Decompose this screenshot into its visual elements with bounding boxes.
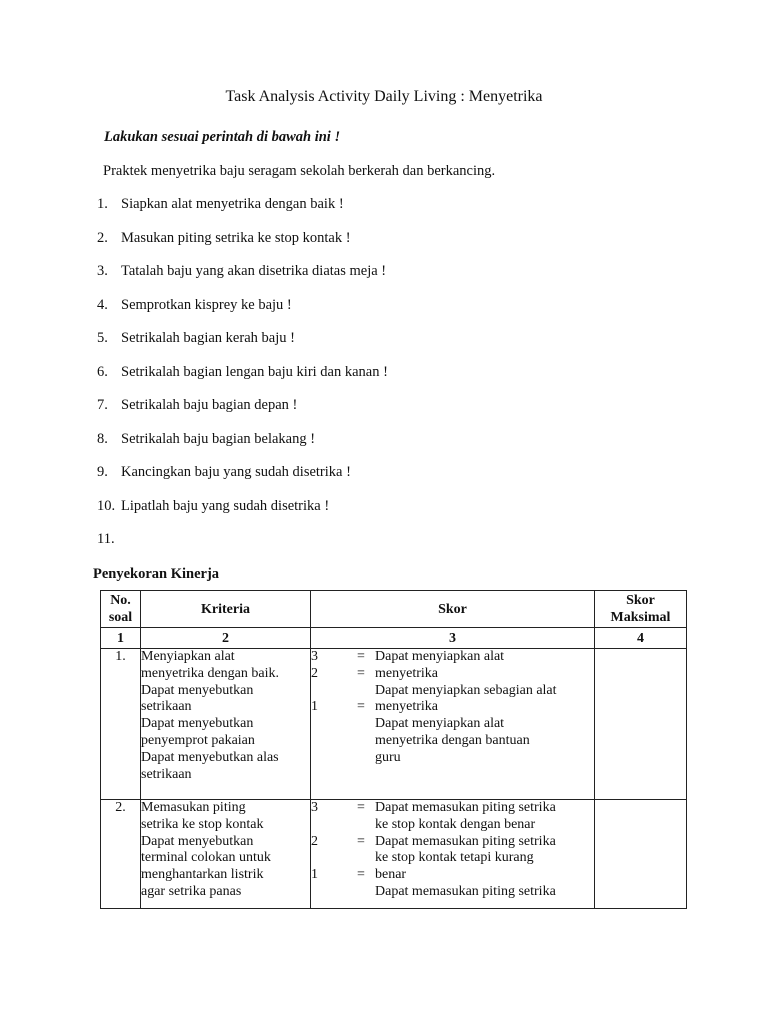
skor-text: ke stop kontak dengan benar (375, 816, 536, 832)
kriteria-line: setrikaan (141, 766, 192, 782)
index-cell: 1 (101, 628, 141, 649)
skor-line (311, 867, 594, 884)
instruction-text: Lakukan sesuai perintah di bawah ini ! (104, 129, 341, 145)
skor-value: 2 (311, 665, 318, 681)
step-item (97, 196, 388, 230)
kriteria-cell (141, 649, 311, 800)
skor-equals: = (357, 665, 365, 681)
skor-text: benar (375, 867, 407, 883)
skor-line (311, 884, 594, 901)
row-number: 1. (101, 649, 141, 800)
step-item (97, 330, 388, 364)
step-text: Siapkan alat menyetrika dengan baik ! (121, 196, 344, 212)
step-number: 5. (97, 330, 108, 346)
table-index-row (101, 628, 687, 649)
table-header-row (101, 591, 687, 628)
step-text: Setrikalah bagian lengan baju kiri dan kanan ! (121, 363, 388, 380)
skor-equals: = (357, 699, 365, 715)
skor-maksimal-cell (595, 800, 687, 909)
kriteria-line: menyetrika dengan baik. (141, 665, 280, 681)
skor-equals: = (357, 649, 365, 664)
skor-equals: = (357, 800, 365, 815)
step-item (97, 230, 388, 264)
skor-line (311, 817, 594, 834)
skor-value: 3 (311, 649, 318, 664)
skor-line (311, 850, 594, 867)
skor-text: ke stop kontak tetapi kurang (375, 850, 534, 866)
kriteria-cell (141, 800, 311, 909)
step-item (97, 297, 388, 331)
skor-text: Dapat memasukan piting setrika (375, 883, 556, 899)
skor-text: menyetrika (375, 665, 438, 681)
step-text: Tatalah baju yang akan disetrika diatas meja ! (121, 263, 387, 279)
skor-text: Dapat memasukan piting setrika (375, 833, 556, 849)
header-kriteria: Kriteria (141, 591, 311, 628)
step-number: 8. (97, 430, 108, 447)
step-text: Setrikalah baju bagian belakang ! (121, 430, 316, 447)
header-skor: Skor (311, 591, 595, 628)
intro-text: Praktek menyetrika baju seragam sekolah berkerah dan berkancing. (103, 163, 496, 179)
kriteria-line: penyemprot pakaian (141, 732, 255, 748)
skor-line (311, 666, 594, 683)
skor-line (311, 683, 594, 700)
step-number: 2. (97, 229, 108, 246)
header-maks-line2: Maksimal (610, 610, 671, 625)
score-table (100, 590, 687, 909)
kriteria-line: terminal colokan untuk (141, 850, 271, 866)
kriteria-line: setrika ke stop kontak (141, 816, 264, 832)
step-text: Semprotkan kisprey ke baju ! (121, 296, 292, 313)
index-cell: 3 (311, 628, 595, 649)
step-number: 6. (97, 363, 108, 380)
skor-text: menyetrika (375, 699, 438, 715)
step-item (97, 397, 388, 431)
skor-line (311, 716, 594, 733)
skor-text: guru (375, 749, 401, 765)
step-text: Masukan piting setrika ke stop kontak ! (121, 229, 351, 246)
table-row (101, 800, 687, 909)
header-no-line2: soal (108, 610, 133, 625)
header-no (101, 591, 141, 628)
step-number: 10. (97, 497, 116, 514)
kriteria-line: Dapat menyebutkan (141, 716, 254, 732)
skor-maksimal-cell (595, 649, 687, 800)
section-title: Penyekoran Kinerja (93, 566, 220, 582)
kriteria-line: agar setrika panas (141, 883, 242, 899)
kriteria-line: Dapat menyebutkan (141, 833, 254, 849)
skor-line (311, 800, 594, 817)
kriteria-line: Dapat menyebutkan (141, 682, 254, 698)
skor-equals: = (357, 833, 365, 849)
step-text: Kancingkan baju yang sudah disetrika ! (121, 464, 351, 480)
skor-line (311, 699, 594, 716)
step-item (97, 464, 388, 498)
step-number: 7. (97, 397, 108, 413)
index-cell: 2 (141, 628, 311, 649)
step-number: 4. (97, 296, 108, 313)
skor-line (311, 733, 594, 750)
header-skor-maksimal (595, 591, 687, 628)
header-no-line1: No. (110, 593, 131, 608)
step-number: 3. (97, 263, 108, 279)
step-list (97, 196, 388, 565)
skor-text: Dapat memasukan piting setrika (375, 800, 556, 815)
step-item (97, 364, 388, 398)
skor-line (311, 649, 594, 666)
step-number: 9. (97, 464, 108, 480)
skor-value: 2 (311, 833, 318, 849)
skor-text: Dapat menyiapkan sebagian alat (375, 682, 557, 698)
step-text: Setrikalah baju bagian depan ! (121, 397, 298, 413)
skor-text: Dapat menyiapkan alat (375, 716, 505, 732)
row-number: 2. (101, 800, 141, 909)
step-item (97, 498, 388, 532)
step-item (97, 531, 388, 565)
step-item (97, 263, 388, 297)
skor-line (311, 834, 594, 851)
skor-cell (311, 800, 595, 909)
document-title: Task Analysis Activity Daily Living : Menyetrika (225, 88, 543, 105)
kriteria-line: menghantarkan listrik (141, 867, 264, 883)
step-number: 1. (97, 196, 108, 212)
skor-line (311, 750, 594, 767)
skor-value: 3 (311, 800, 318, 815)
header-maks-line1: Skor (626, 593, 655, 608)
index-cell: 4 (595, 628, 687, 649)
skor-value: 1 (311, 699, 318, 715)
skor-value: 1 (311, 867, 318, 883)
step-item (97, 431, 388, 465)
step-text: Lipatlah baju yang sudah disetrika ! (121, 497, 330, 514)
kriteria-line: Memasukan piting (141, 800, 246, 815)
skor-text: Dapat menyiapkan alat (375, 649, 505, 664)
kriteria-line: Menyiapkan alat (141, 649, 235, 664)
table-row (101, 649, 687, 800)
skor-text: menyetrika dengan bantuan (375, 732, 530, 748)
kriteria-line: Dapat menyebutkan alas (141, 749, 279, 765)
kriteria-line: setrikaan (141, 699, 192, 715)
skor-equals: = (357, 867, 365, 883)
step-text: Setrikalah bagian kerah baju ! (121, 330, 295, 346)
step-number: 11. (97, 531, 115, 547)
skor-cell (311, 649, 595, 800)
